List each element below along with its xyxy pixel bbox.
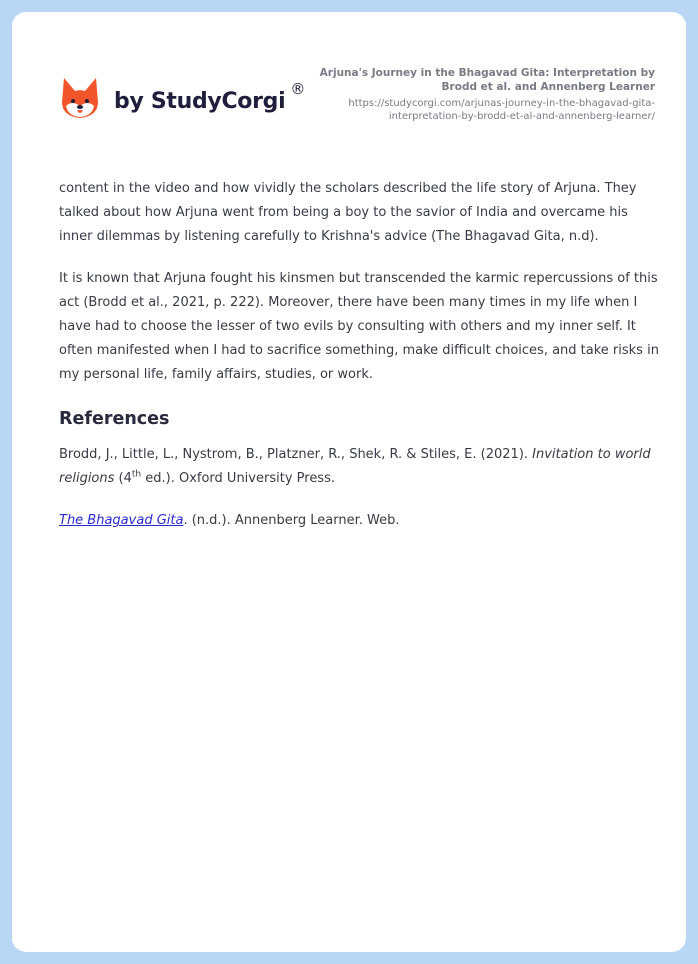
document-title: Arjuna's Journey in the Bhagavad Gita: Interpretation by Brodd et al. and Annenberg Learner — [319, 67, 655, 93]
reference-edition: (4 — [114, 471, 132, 486]
body-paragraph: It is known that Arjuna fought his kinsmen but transcended the karmic repercussions of this act (Brodd et al., 2021, p. 222). Moreover, there have been many times in my life when I have had to choose the lesser of two evils by consulting with others and my inner self. It often manifested when I had to sacrifice something, make difficult choices, and take risks in my personal life, family affairs, studies, or work. — [59, 271, 659, 382]
studycorgi-logo[interactable] — [60, 76, 305, 120]
reference-publisher: ed.). Oxford University Press. — [141, 471, 335, 486]
reference-edition-suffix: th — [131, 469, 142, 480]
document-page — [12, 12, 686, 952]
brand-name: by StudyCorgi — [114, 88, 286, 114]
document-body — [59, 177, 659, 551]
document-url[interactable]: https://studycorgi.com/arjunas-journey-in-the-bhagavad-gita-interpretation-by-brodd-et-al-and-annenberg-learner/ — [348, 98, 655, 122]
references-heading: References — [59, 409, 170, 429]
document-header — [295, 66, 655, 123]
reference-item — [59, 509, 659, 533]
body-paragraph: content in the video and how vividly the scholars described the life story of Arjuna. They talked about how Arjuna went from being a boy to the savior of India and overcame his inner dilemmas by listening carefully to Krishna's advice (The Bhagavad Gita, n.d). — [59, 181, 637, 244]
reference-authors: Brodd, J., Little, L., Nystrom, B., Platzner, R., Shek, R. & Stiles, E. (2021). — [59, 447, 533, 462]
registered-mark: ® — [290, 80, 306, 98]
reference-link-bhagavad-gita[interactable]: The Bhagavad Gita — [59, 513, 184, 528]
reference-item — [59, 443, 659, 491]
reference-details: . (n.d.). Annenberg Learner. Web. — [183, 513, 400, 528]
reference-book-title: Invitation to world religions — [59, 447, 651, 486]
corgi-face-icon — [60, 76, 100, 120]
